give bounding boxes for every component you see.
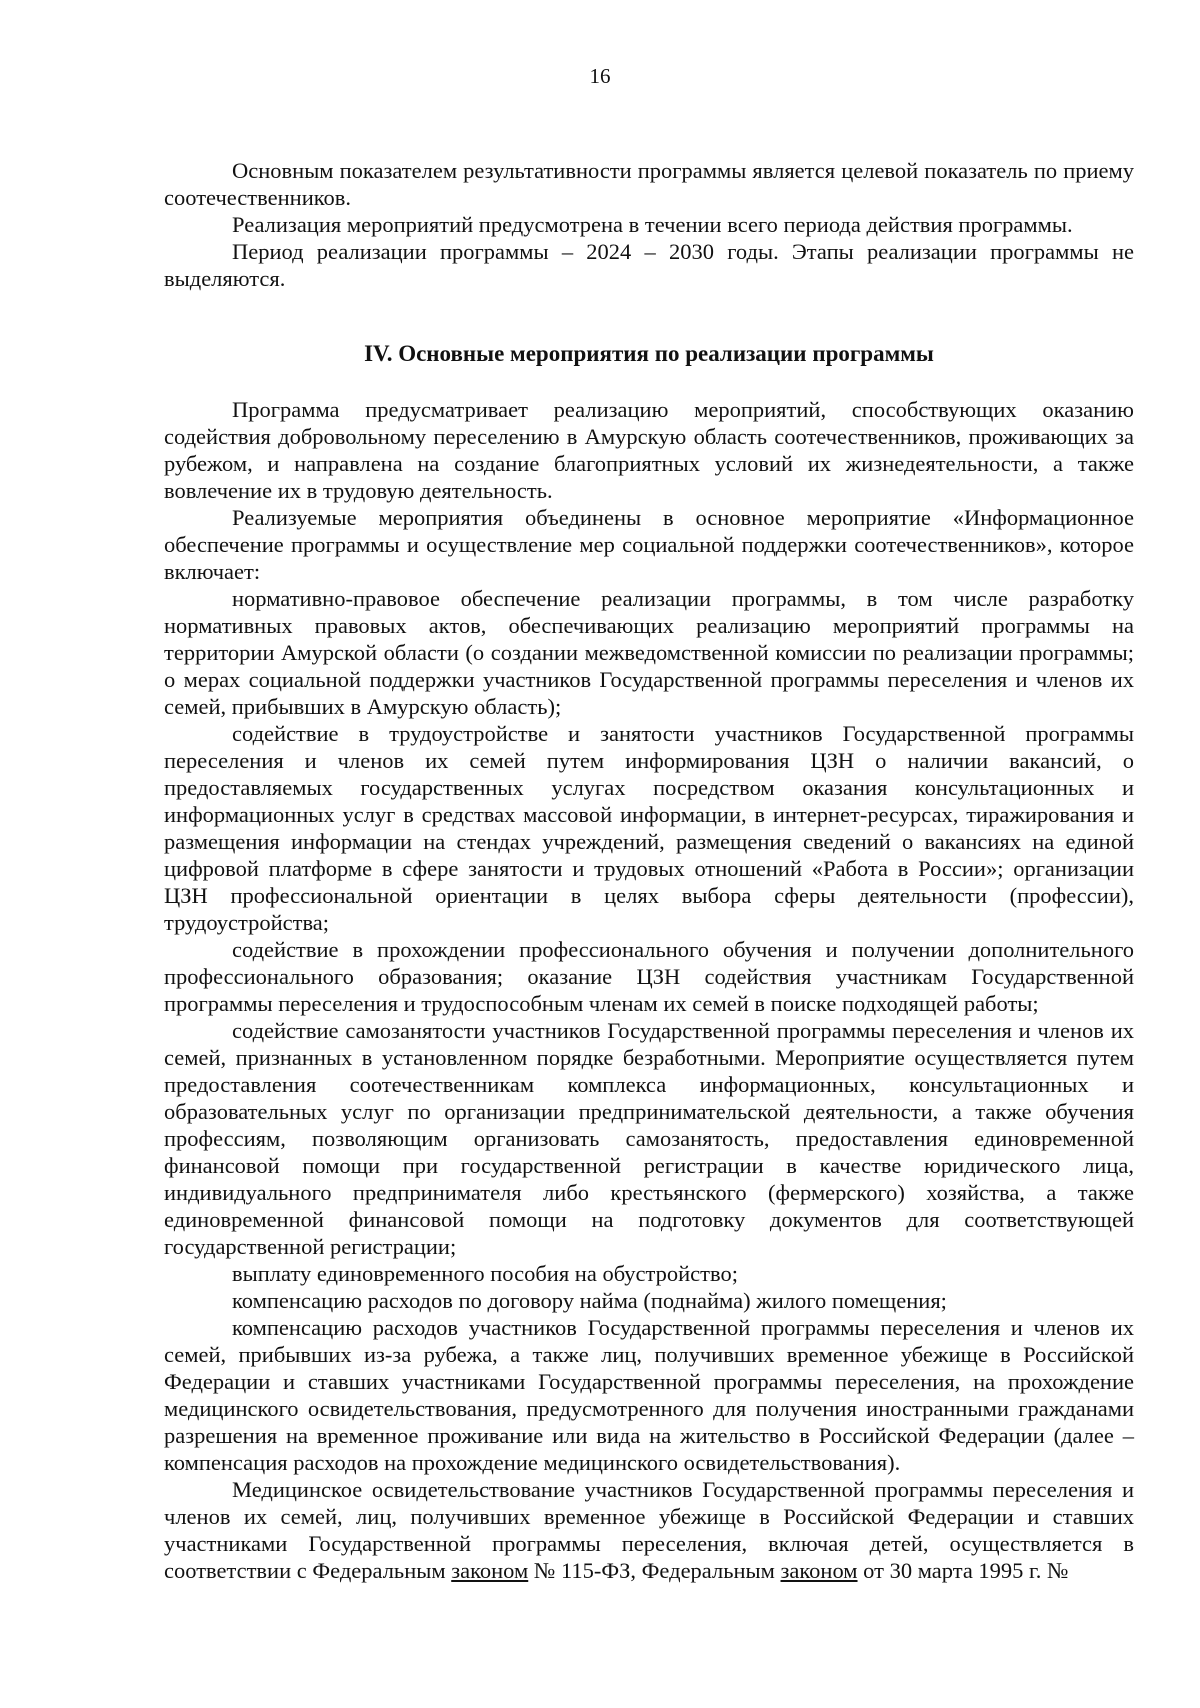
law-link[interactable]: законом xyxy=(780,1558,858,1583)
body-paragraph-final xyxy=(164,1476,1134,1584)
text-segment: № 115-ФЗ, Федеральным xyxy=(528,1558,781,1583)
page-number: 16 xyxy=(589,64,611,88)
intro-paragraph: Основным показателем результативности программы является целевой показатель по приему соотечественников. xyxy=(164,158,1134,210)
body-paragraph: Программа предусматривает реализацию мероприятий, способствующих оказанию содействия добровольному переселению в Амурскую область соотечественников, проживающих за рубежом, и направлена на создание благоприятных условий их жизнедеятельности, а также вовлечение их в трудовую деятельность. xyxy=(164,397,1134,503)
list-item-paragraph: содействие в трудоустройстве и занятости участников Государственной программы переселения и членов их семей путем информирования ЦЗН о наличии вакансий, о предоставляемых государственных услугах посредством оказания консультационных и информационных услуг в средствах массовой информации, в интернет-ресурсах, тиражирования и размещения информации на стендах учреждений, размещения сведений о вакансиях на единой цифровой платформе в сфере занятости и трудовых отношений «Работа в России»; организации ЦЗН профессиональной ориентации в целях выбора сферы деятельности (профессии), трудоустройства; xyxy=(164,721,1134,935)
intro-block xyxy=(164,157,1134,292)
list-item-paragraph: нормативно-правовое обеспечение реализации программы, в том числе разработку нормативных правовых актов, обеспечивающих реализацию мероприятий программы на территории Амурской области (о создании межведомственной комиссии по реализации программы; о мерах социальной поддержки участников Государственной программы переселения и членов их семей, прибывших в Амурскую область); xyxy=(164,586,1134,719)
list-item-paragraph: компенсацию расходов по договору найма (поднайма) жилого помещения; xyxy=(232,1288,947,1313)
list-item-paragraph: содействие в прохождении профессионального обучения и получении дополнительного профессионального образования; оказание ЦЗН содействия участникам Государственной программы переселения и трудоспособным членам их семей в поиске подходящей работы; xyxy=(164,937,1134,1016)
list-item-paragraph: содействие самозанятости участников Государственной программы переселения и членов их семей, признанных в установленном порядке безработными. Мероприятие осуществляется путем предоставления соотечественникам комплекса информационных, консультационных и образовательных услуг по организации предпринимательской деятельности, а также обучения профессиям, позволяющим организовать самозанятость, предоставления единовременной финансовой помощи при государственной регистрации в качестве юридического лица, индивидуального предпринимателя либо крестьянского (фермерского) хозяйства, а также единовременной финансовой помощи на подготовку документов для соответствующей государственной регистрации; xyxy=(164,1018,1134,1259)
text-segment: Медицинское освидетельствование участников Государственной программы переселения и членов их семей, лиц, получивших временное убежище в Российской Федерации и ставших участниками Государственной программы переселения, включая детей, осуществляется в соответствии с Федеральным xyxy=(164,1477,1134,1583)
list-item-paragraph: компенсацию расходов участников Государственной программы переселения и членов их семей, прибывших из-за рубежа, а также лиц, получивших временное убежище в Российской Федерации и ставших участниками Государственной программы переселения, на прохождение медицинского освидетельствования, предусмотренного для получения иностранными гражданами разрешения на временное проживание или вида на жительство в Российской Федерации (далее – компенсация расходов на прохождение медицинского освидетельствования). xyxy=(164,1315,1134,1475)
section-heading: IV. Основные мероприятия по реализации программы xyxy=(364,341,934,366)
intro-paragraph: Реализация мероприятий предусмотрена в течении всего периода действия программы. xyxy=(232,212,1073,237)
list-item-paragraph: выплату единовременного пособия на обустройство; xyxy=(232,1261,738,1286)
text-segment: от 30 марта 1995 г. № xyxy=(857,1558,1069,1583)
law-link[interactable]: законом xyxy=(451,1558,529,1583)
intro-paragraph: Период реализации программы – 2024 – 2030 годы. Этапы реализации программы не выделяются. xyxy=(164,239,1134,291)
section-body xyxy=(164,396,1134,1584)
body-paragraph: Реализуемые мероприятия объединены в основное мероприятие «Информационное обеспечение программы и осуществление мер социальной поддержки соотечественников», которое включает: xyxy=(164,505,1134,584)
